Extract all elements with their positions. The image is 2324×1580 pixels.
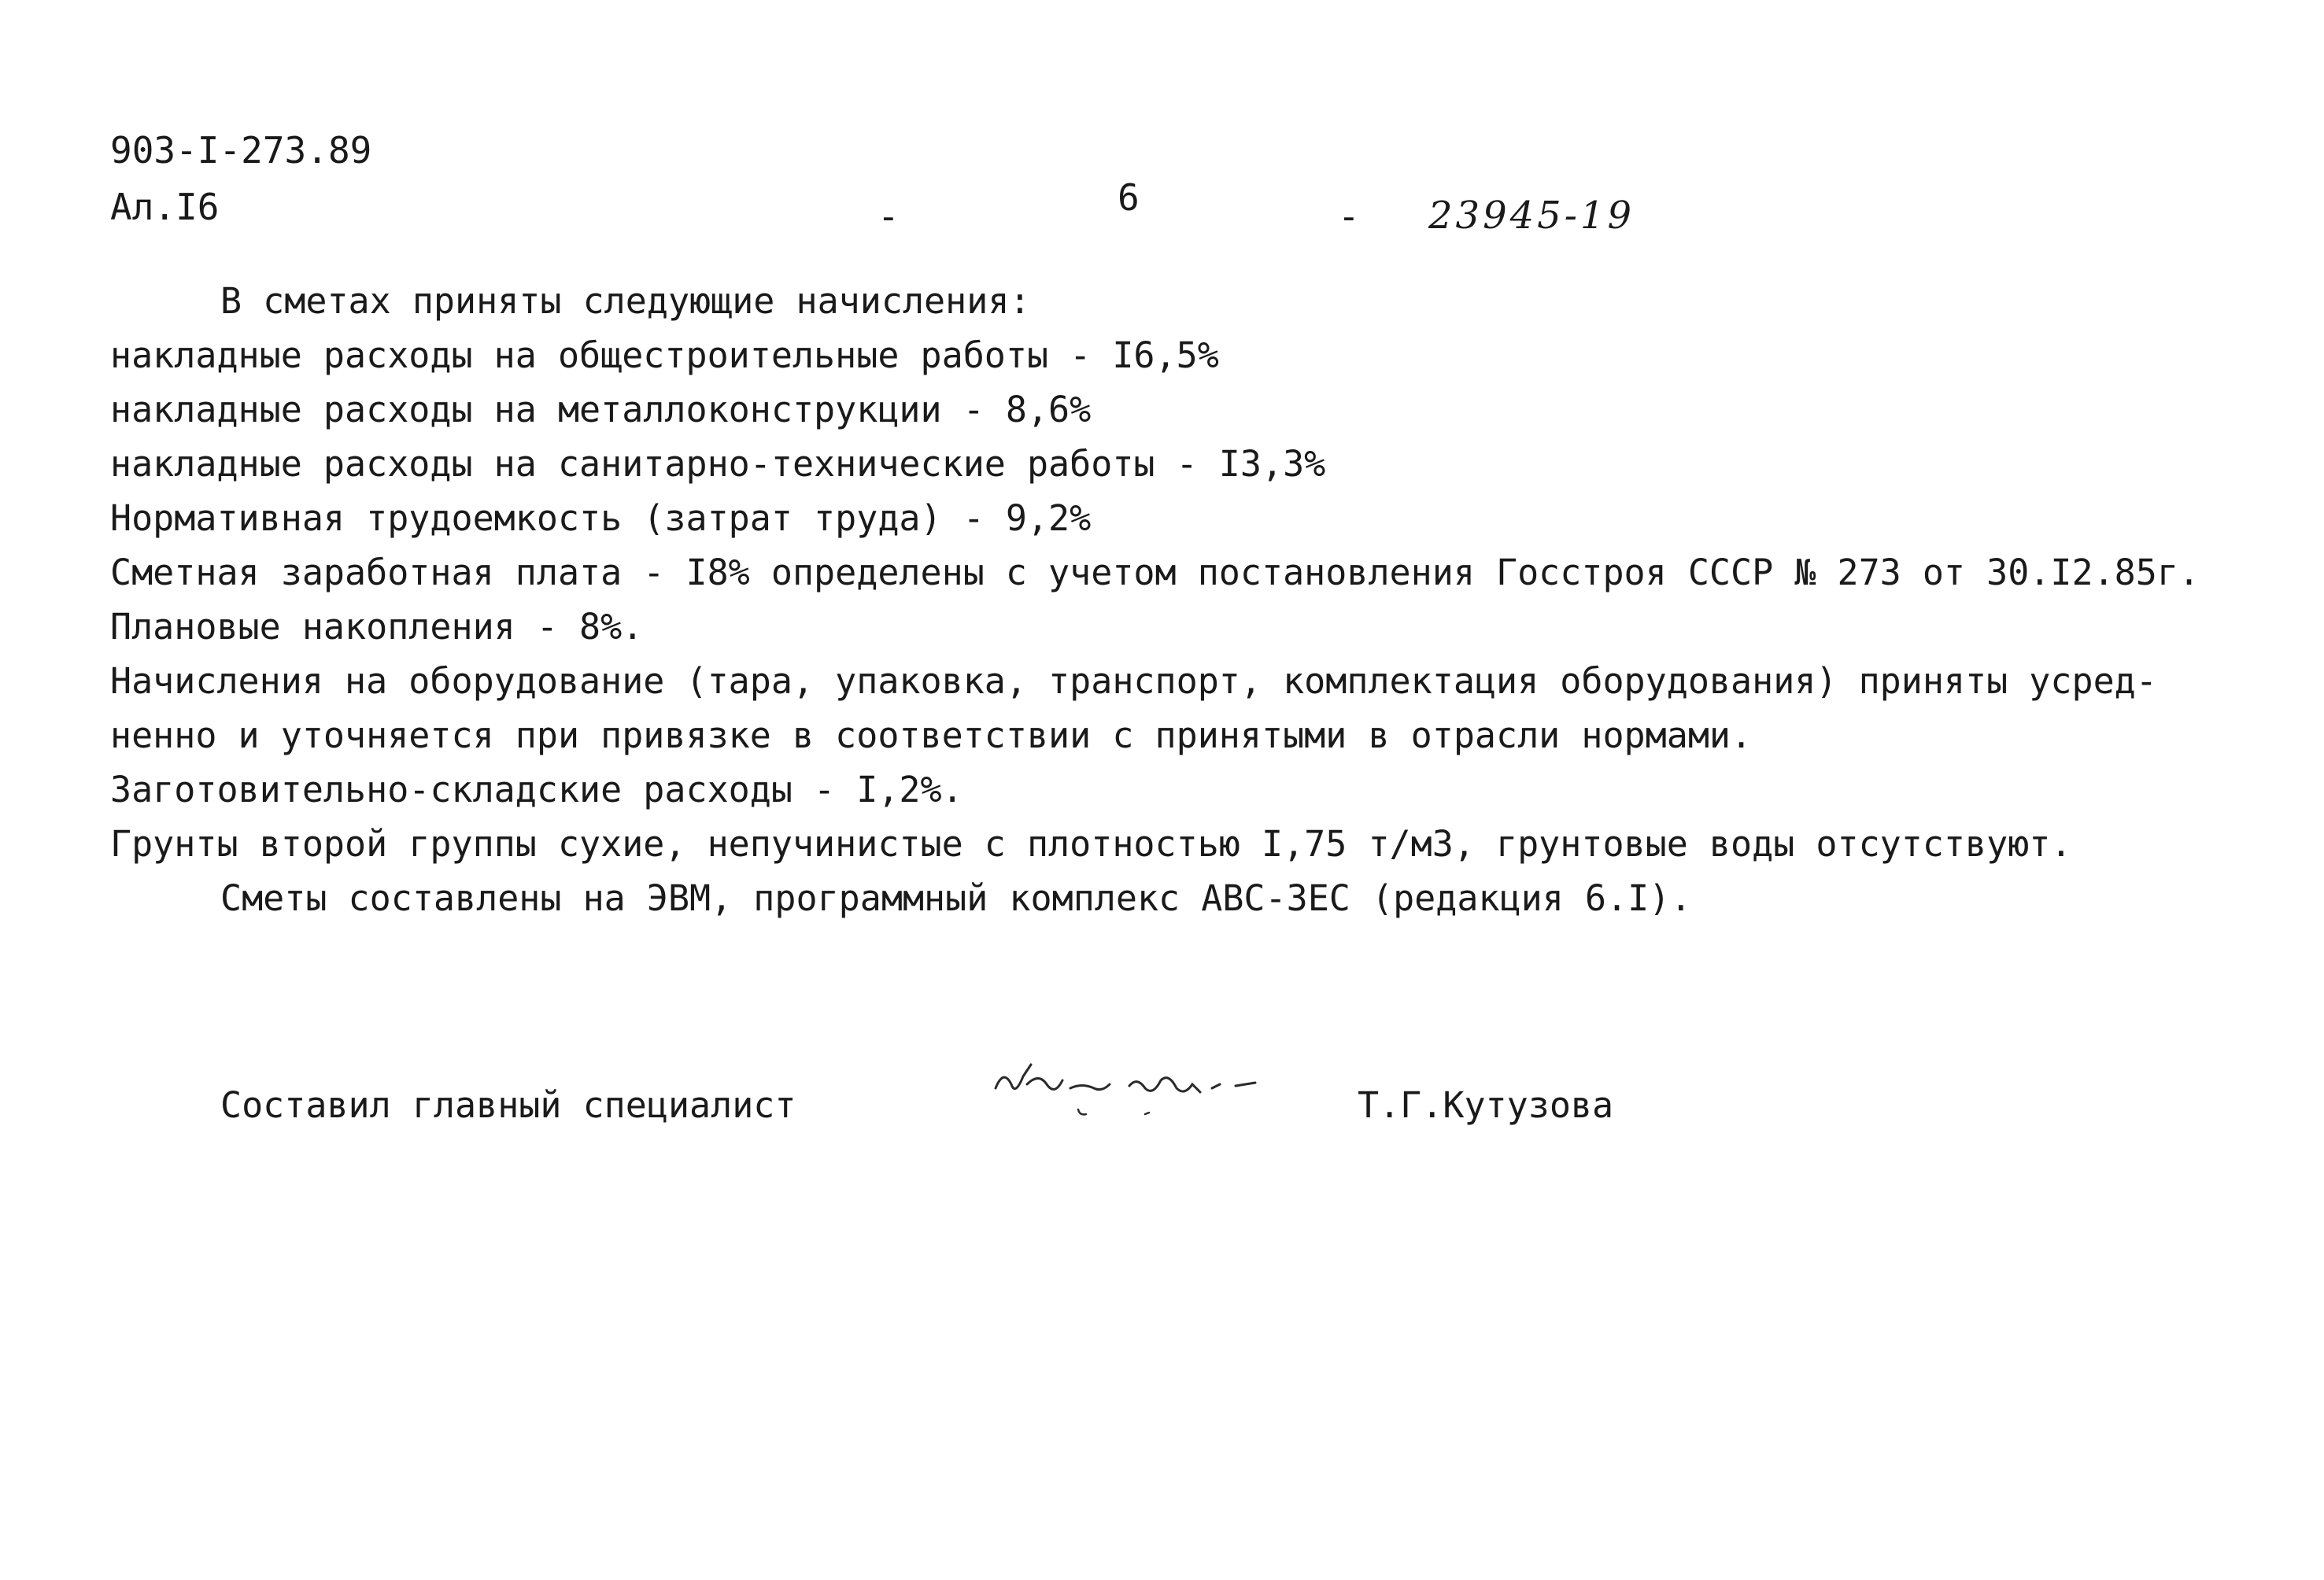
body-line-procurement: Заготовительно-складские расходы - I,2%. [110, 769, 963, 810]
handwritten-signature [984, 1053, 1283, 1139]
body-line-overhead-general: накладные расходы на общестроительные работы - I6,5% [110, 334, 1219, 376]
body-line-equipment-charges: Начисления на оборудование (тара, упаковка, транспорт, комплектация оборудования) приняты усред- [110, 660, 2157, 702]
compiler-role: Составил главный специалист [220, 1084, 796, 1126]
document-body [110, 274, 2282, 925]
page-number: 6 [1118, 176, 1140, 219]
header-dash-right: - [1338, 195, 1360, 238]
header-dash-left: - [878, 195, 900, 238]
body-line-overhead-sanitary: накладные расходы на санитарно-технические работы - I3,3% [110, 443, 1326, 485]
body-line-soil: Грунты второй группы сухие, непучинистые с плотностью I,75 т/м3, грунтовые воды отсутствуют. [110, 823, 2072, 865]
body-line-wages: Сметная заработная плата - I8% определены с учетом постановления Госстроя СССР № 273 от 30.I2.85г. [110, 552, 2200, 593]
document-code: 903-I-273.89 [110, 129, 372, 172]
body-line-software: Сметы составлены на ЭВМ, программный комплекс АВС-3ЕС (редакция 6.I). [220, 877, 1692, 919]
signature-block [0, 1084, 2324, 1179]
inventory-number: 23945-19 [1428, 194, 1635, 238]
body-line-labor-intensity: Нормативная трудоемкость (затрат труда) - 9,2% [110, 497, 1092, 539]
sheet-label: Ал.I6 [110, 186, 220, 228]
body-line-planned-savings: Плановые накопления - 8%. [110, 606, 644, 648]
body-line-intro: В сметах приняты следующие начисления: [220, 280, 1031, 322]
body-line-overhead-metal: накладные расходы на металлоконструкции - 8,6% [110, 389, 1092, 430]
body-line-equipment-charges-cont: ненно и уточняется при привязке в соответствии с принятыми в отрасли нормами. [110, 714, 1753, 756]
compiler-name: Т.Г.Кутузова [1358, 1084, 1614, 1126]
